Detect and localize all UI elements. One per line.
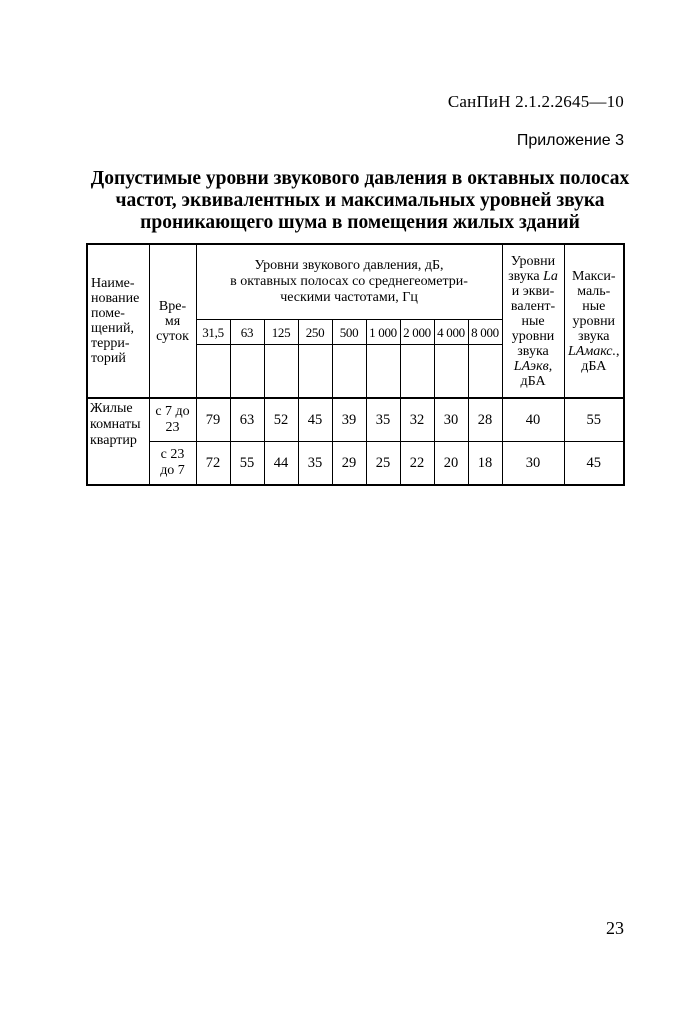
spacer-cell — [298, 345, 332, 399]
band-value: 25 — [366, 442, 400, 486]
spacer-cell — [196, 345, 230, 399]
header-eq-symbol: La — [543, 268, 558, 284]
header-row — [87, 244, 624, 320]
room-name-cell: Жилые комнаты квартир — [87, 398, 149, 485]
spacer-cell — [468, 345, 502, 399]
header-equivalent-level — [502, 244, 564, 398]
band-value: 20 — [434, 442, 468, 486]
frequency-cell: 500 — [332, 320, 366, 345]
band-value: 35 — [298, 442, 332, 486]
header-time: Вре- мя суток — [149, 244, 196, 398]
table-row — [87, 442, 624, 486]
frequency-cell: 8 000 — [468, 320, 502, 345]
header-max-symbol: LАмакс. — [568, 343, 617, 359]
band-value: 44 — [264, 442, 298, 486]
frequency-cell: 250 — [298, 320, 332, 345]
band-value: 30 — [434, 398, 468, 442]
table-row — [87, 398, 624, 442]
band-value: 79 — [196, 398, 230, 442]
frequency-cell: 4 000 — [434, 320, 468, 345]
title-line: проникающего шума в помещения жилых зданий — [140, 212, 580, 233]
header-eq-symbol: LАэкв — [513, 358, 549, 374]
header-max-level — [564, 244, 624, 398]
header-eq-text: Уровни звука — [508, 253, 556, 284]
band-value: 55 — [230, 442, 264, 486]
header-room: Наиме- нование поме- щений, терри- торий — [87, 244, 149, 398]
equivalent-level-value: 30 — [502, 442, 564, 486]
page-title — [80, 168, 640, 234]
spacer-cell — [434, 345, 468, 399]
header-bands-group: Уровни звукового давления, дБ, в октавных полосах со среднегеометри- ческими частотами, Гц — [196, 244, 502, 320]
equivalent-level-value: 40 — [502, 398, 564, 442]
title-line: Допустимые уровни звукового давления в октавных полосах — [90, 168, 630, 189]
spacer-cell — [332, 345, 366, 399]
header-eq-text: и экви- валент- ные уровни звука — [510, 283, 556, 359]
max-level-value: 55 — [564, 398, 624, 442]
page-number: 23 — [606, 918, 624, 938]
band-value: 72 — [196, 442, 230, 486]
spacer-cell — [264, 345, 298, 399]
title-line: частот, эквивалентных и максимальных уровней звука — [115, 190, 605, 211]
document-code: СанПиН 2.1.2.2645—10 — [447, 92, 624, 111]
header-eq-tail: , дБА — [520, 358, 553, 389]
spacer-cell — [366, 345, 400, 399]
header-max-text: Макси- маль- ные уровни звука — [572, 268, 616, 344]
band-value: 45 — [298, 398, 332, 442]
frequency-cell: 2 000 — [400, 320, 434, 345]
band-value: 63 — [230, 398, 264, 442]
band-value: 32 — [400, 398, 434, 442]
band-value: 39 — [332, 398, 366, 442]
header-max-tail: , дБА — [581, 343, 620, 374]
band-value: 22 — [400, 442, 434, 486]
spacer-cell — [230, 345, 264, 399]
frequency-cell: 31,5 — [196, 320, 230, 345]
noise-norms-table — [86, 243, 625, 486]
max-level-value: 45 — [564, 442, 624, 486]
frequency-cell: 1 000 — [366, 320, 400, 345]
band-value: 18 — [468, 442, 502, 486]
frequency-cell: 125 — [264, 320, 298, 345]
band-value: 29 — [332, 442, 366, 486]
frequency-cell: 63 — [230, 320, 264, 345]
spacer-cell — [400, 345, 434, 399]
time-cell: с 7 до 23 — [149, 398, 196, 442]
time-cell: с 23 до 7 — [149, 442, 196, 486]
band-value: 28 — [468, 398, 502, 442]
band-value: 35 — [366, 398, 400, 442]
appendix-label: Приложение 3 — [516, 132, 624, 149]
band-value: 52 — [264, 398, 298, 442]
